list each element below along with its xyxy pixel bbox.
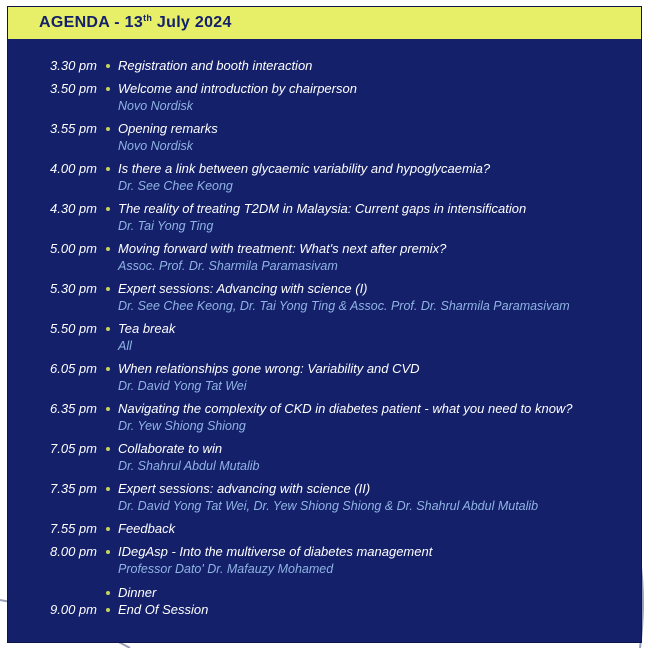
- agenda-title-ordinal: th: [143, 13, 153, 23]
- agenda-time: 3.55 pm: [50, 121, 97, 136]
- agenda-session-title: Opening remarks: [118, 121, 218, 136]
- agenda-time: 7.35 pm: [50, 481, 97, 496]
- agenda-session-title: Collaborate to win: [118, 441, 223, 456]
- bullet-icon: [106, 64, 110, 68]
- agenda-speaker: Assoc. Prof. Dr. Sharmila Paramasivam: [118, 259, 338, 273]
- agenda-title: [39, 14, 232, 32]
- agenda-speaker: Dr. See Chee Keong, Dr. Tai Yong Ting & Assoc. Prof. Dr. Sharmila Paramasivam: [118, 299, 570, 313]
- bullet-icon: [106, 167, 110, 171]
- agenda-session-title: Feedback: [118, 521, 176, 536]
- bullet-icon: [106, 247, 110, 251]
- agenda-speaker: Dr. See Chee Keong: [118, 179, 233, 193]
- agenda-speaker: Dr. David Yong Tat Wei, Dr. Yew Shiong Shiong & Dr. Shahrul Abdul Mutalib: [118, 499, 539, 513]
- bullet-icon: [106, 367, 110, 371]
- agenda-speaker: Dr. Tai Yong Ting: [118, 219, 214, 233]
- bullet-icon: [106, 527, 110, 531]
- bullet-icon: [106, 447, 110, 451]
- bullet-icon: [106, 207, 110, 211]
- bullet-icon: [106, 608, 110, 612]
- agenda-panel: [7, 6, 642, 643]
- agenda-time: 3.30 pm: [50, 58, 97, 73]
- agenda-session-title: Is there a link between glycaemic variability and hypoglycaemia?: [118, 161, 491, 176]
- agenda-session-title: IDegAsp - Into the multiverse of diabetes management: [118, 544, 433, 559]
- agenda-session-title: Moving forward with treatment: What's next after premix?: [118, 241, 447, 256]
- agenda-session-title: Registration and booth interaction: [118, 58, 313, 73]
- agenda-time: 6.05 pm: [50, 361, 97, 376]
- agenda-time: 5.50 pm: [50, 321, 97, 336]
- agenda-time: 4.30 pm: [50, 201, 97, 216]
- agenda-speaker: Dr. Yew Shiong Shiong: [118, 419, 246, 433]
- agenda-time: 8.00 pm: [50, 544, 97, 559]
- agenda-title-prefix: AGENDA - 13: [39, 14, 144, 31]
- agenda-time: 6.35 pm: [50, 401, 97, 416]
- bullet-icon: [106, 591, 110, 595]
- bullet-icon: [106, 87, 110, 91]
- agenda-time: 5.30 pm: [50, 281, 97, 296]
- agenda-session-title: The reality of treating T2DM in Malaysia: Current gaps in intensification: [118, 201, 527, 216]
- bullet-icon: [106, 487, 110, 491]
- bullet-icon: [106, 287, 110, 291]
- agenda-time: 4.00 pm: [50, 161, 97, 176]
- agenda-time: 7.05 pm: [50, 441, 97, 456]
- agenda-session-title: Dinner: [118, 585, 157, 600]
- agenda-speaker: Dr. David Yong Tat Wei: [118, 379, 247, 393]
- agenda-session-title: Expert sessions: Advancing with science (I): [118, 281, 368, 296]
- agenda-time: 9.00 pm: [50, 602, 97, 617]
- agenda-speaker: All: [118, 339, 132, 353]
- bullet-icon: [106, 550, 110, 554]
- agenda-session-title: Tea break: [118, 321, 176, 336]
- agenda-session-title: End Of Session: [118, 602, 209, 617]
- bullet-icon: [106, 407, 110, 411]
- bullet-icon: [106, 327, 110, 331]
- agenda-speaker: Novo Nordisk: [118, 99, 194, 113]
- agenda-session-title: Expert sessions: advancing with science (II): [118, 481, 371, 496]
- agenda-time: 5.00 pm: [50, 241, 97, 256]
- agenda-time: 7.55 pm: [50, 521, 97, 536]
- agenda-header: [8, 7, 641, 39]
- agenda-session-title: Welcome and introduction by chairperson: [118, 81, 357, 96]
- agenda-time: 3.50 pm: [50, 81, 97, 96]
- bullet-icon: [106, 127, 110, 131]
- agenda-speaker: Dr. Shahrul Abdul Mutalib: [118, 459, 260, 473]
- agenda-session-title: Navigating the complexity of CKD in diabetes patient - what you need to know?: [118, 401, 573, 416]
- agenda-session-title: When relationships gone wrong: Variability and CVD: [118, 361, 420, 376]
- agenda-speaker: Professor Dato' Dr. Mafauzy Mohamed: [118, 562, 334, 576]
- agenda-title-date: July 2024: [152, 14, 232, 31]
- agenda-speaker: Novo Nordisk: [118, 139, 194, 153]
